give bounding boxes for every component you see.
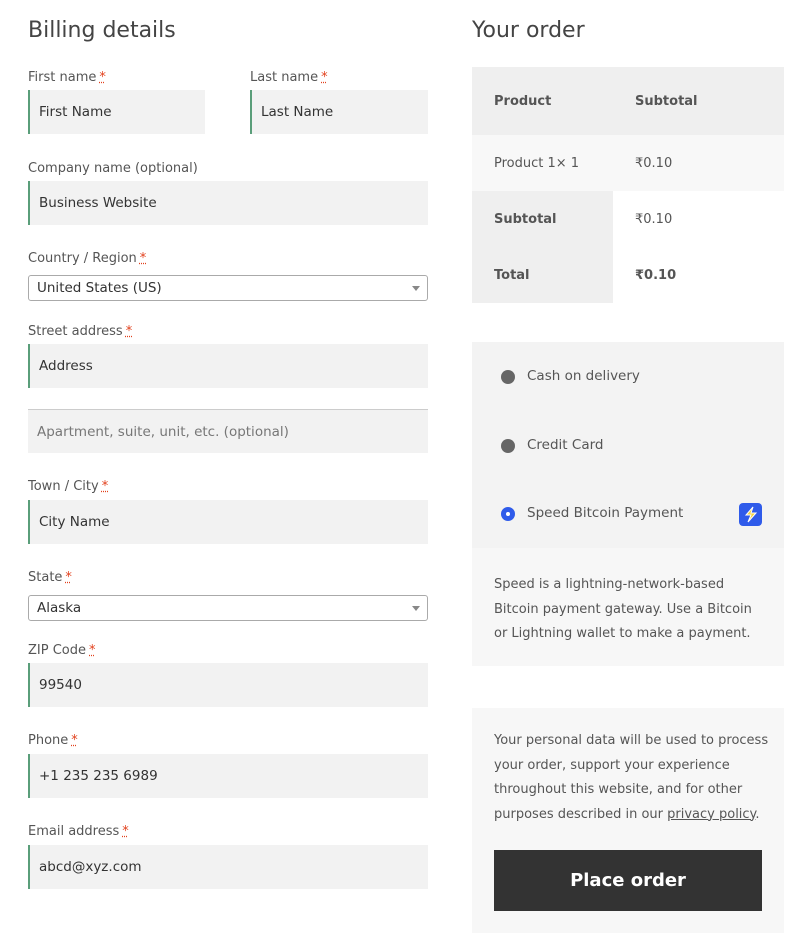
billing-title: Billing details (28, 18, 176, 43)
country-label (28, 251, 146, 266)
required-mark: * (99, 70, 106, 85)
first-name-input[interactable]: First Name (28, 90, 205, 134)
subtotal-label: Subtotal (494, 211, 557, 227)
label-text: Last name (250, 70, 319, 85)
country-select[interactable] (28, 275, 428, 301)
privacy-box (472, 708, 784, 933)
payment-methods (472, 342, 784, 548)
privacy-text-body: Your personal data will be used to process your order, support your experience throughout this website, and for other purposes described in our (494, 733, 769, 822)
radio-cash-on-delivery[interactable] (501, 370, 515, 384)
product-label: Product 1 (494, 155, 556, 171)
product-name (472, 135, 579, 191)
label-text: Email address (28, 824, 120, 839)
phone-input[interactable]: +1 235 235 6989 (28, 754, 428, 798)
required-mark: * (125, 324, 133, 339)
required-mark: * (71, 733, 78, 748)
apartment-input[interactable]: Apartment, suite, unit, etc. (optional) (28, 409, 428, 453)
state-label (28, 570, 72, 585)
speed-logo-icon (739, 503, 762, 526)
required-mark: * (89, 643, 96, 658)
company-input[interactable]: Business Website (28, 181, 428, 225)
label-text: Phone (28, 733, 69, 748)
required-mark: * (122, 824, 129, 839)
chevron-down-icon (412, 286, 420, 291)
required-mark: * (321, 70, 328, 85)
header-subtotal: Subtotal (635, 93, 698, 109)
state-select[interactable] (28, 595, 428, 621)
city-input[interactable]: City Name (28, 500, 428, 544)
place-order-button[interactable]: Place order (494, 850, 762, 911)
label-text: Country / Region (28, 251, 137, 266)
last-name-input[interactable]: Last Name (250, 90, 428, 134)
order-title: Your order (472, 18, 585, 43)
payment-description: Speed is a lightning-network-based Bitcoin payment gateway. Use a Bitcoin or Lightning wallet to make a payment. (472, 548, 784, 666)
email-input[interactable]: abcd@xyz.com (28, 845, 428, 889)
last-name-label (250, 70, 328, 85)
label-text: ZIP Code (28, 643, 86, 658)
label-text: State (28, 570, 63, 585)
street-input[interactable]: Address (28, 344, 428, 388)
required-mark: * (139, 251, 147, 266)
zip-input[interactable]: 99540 (28, 663, 428, 707)
select-value: United States (US) (37, 280, 162, 296)
required-mark: * (101, 479, 109, 494)
phone-label (28, 733, 78, 748)
subtotal-value: ₹0.10 (635, 211, 673, 227)
privacy-text (494, 729, 769, 827)
order-table (472, 67, 784, 303)
method-speed-bitcoin[interactable]: Speed Bitcoin Payment (527, 505, 684, 521)
label-text: Street address (28, 324, 123, 339)
method-credit-card[interactable]: Credit Card (527, 437, 604, 453)
product-price: ₹0.10 (635, 155, 673, 171)
chevron-down-icon (412, 606, 420, 611)
required-mark: * (65, 570, 72, 585)
radio-speed-bitcoin[interactable] (501, 507, 515, 521)
method-cash-on-delivery[interactable]: Cash on delivery (527, 368, 640, 384)
radio-credit-card[interactable] (501, 439, 515, 453)
privacy-policy-link[interactable]: privacy policy (667, 806, 756, 822)
total-value: ₹0.10 (635, 267, 677, 283)
email-label (28, 824, 129, 839)
zip-label (28, 643, 96, 658)
first-name-label (28, 70, 106, 85)
company-label: Company name (optional) (28, 161, 198, 176)
total-label: Total (494, 267, 530, 283)
street-label (28, 324, 132, 339)
city-label (28, 479, 108, 494)
header-product: Product (494, 93, 552, 109)
select-value: Alaska (37, 600, 82, 616)
label-text: Town / City (28, 479, 99, 494)
label-text: First name (28, 70, 97, 85)
product-qty: × 1 (555, 155, 580, 171)
privacy-text-end: . (755, 806, 760, 822)
